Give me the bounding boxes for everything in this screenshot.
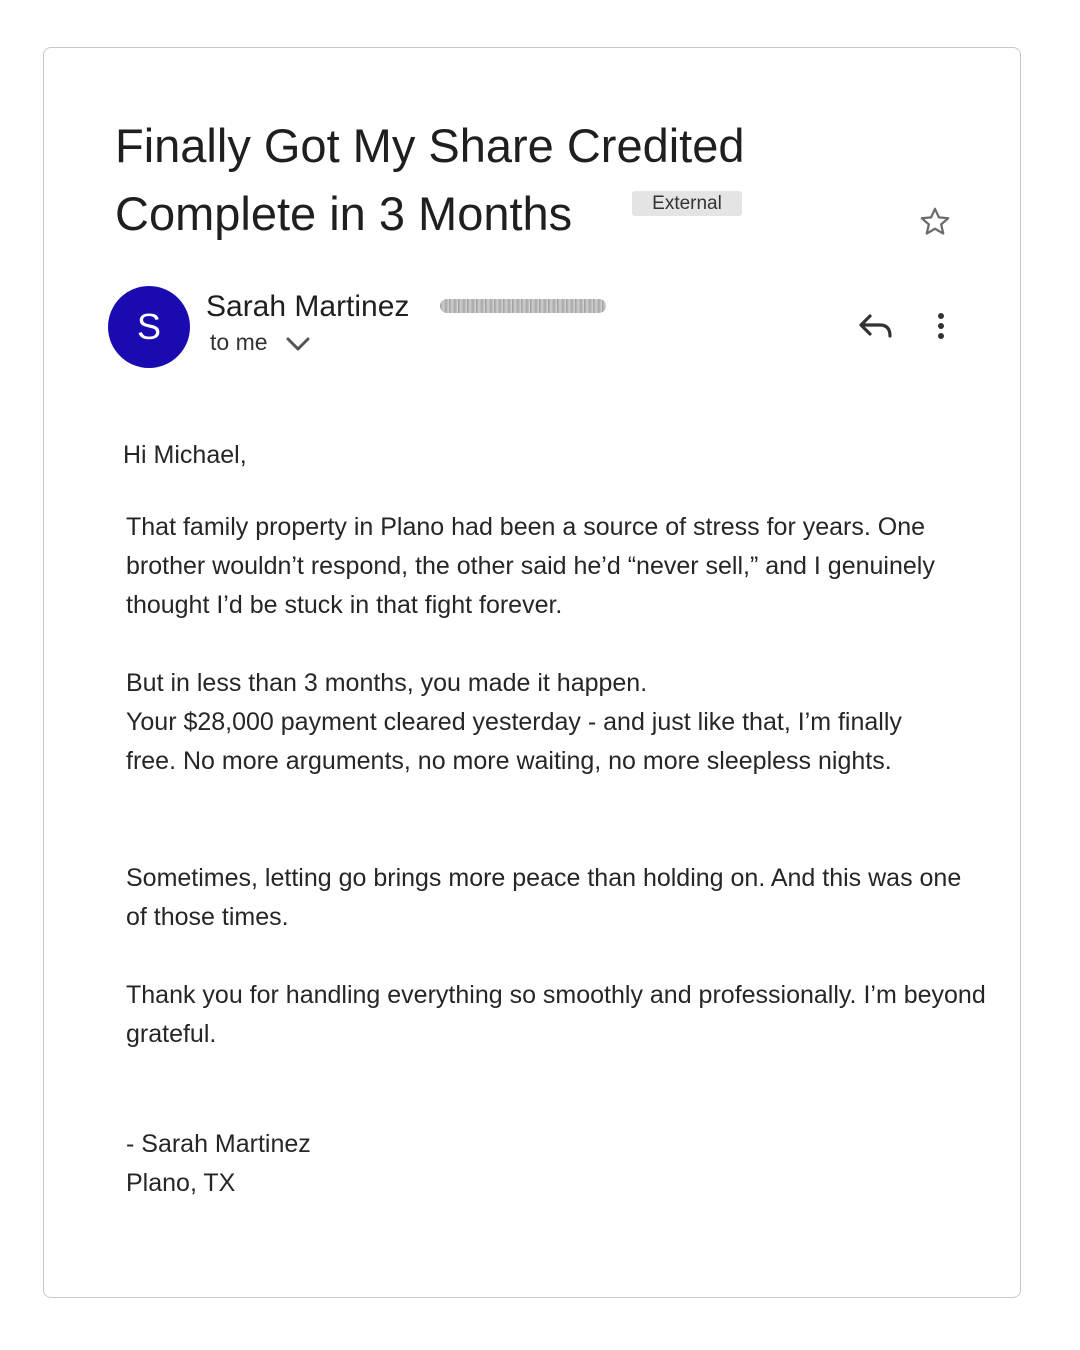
sender-name[interactable]: Sarah Martinez — [206, 290, 410, 323]
body-paragraph: Thank you for handling everything so smoothly and professionally. I’m beyond grateful. — [126, 981, 986, 1048]
email-body — [44, 48, 1022, 1299]
email-subject: Finally Got My Share Credited Complete in 3 Months — [115, 119, 745, 240]
body-paragraph: But in less than 3 months, you made it happen. — [126, 669, 648, 697]
sender-avatar[interactable]: S — [108, 286, 190, 368]
recipient-label: to me — [210, 329, 268, 355]
body-paragraph: That family property in Plano had been a source of stress for years. One brother wouldn’t respond, the other said he’d “never sell,” and I genuinely thought I’d be stuck in that fight forever. — [126, 513, 935, 619]
greeting-text: Hi Michael, — [123, 441, 247, 469]
external-label-badge: External — [632, 191, 742, 216]
body-paragraph: Sometimes, letting go brings more peace than holding on. And this was one of those times. — [126, 864, 962, 931]
signature-location: Plano, TX — [126, 1169, 236, 1197]
body-paragraph: Your $28,000 payment cleared yesterday - and just like that, I’m finally free. No more arguments, no more waiting, no more sleepless nights. — [126, 708, 902, 775]
email-card — [43, 47, 1021, 1298]
signature-name: - Sarah Martinez — [126, 1130, 311, 1158]
